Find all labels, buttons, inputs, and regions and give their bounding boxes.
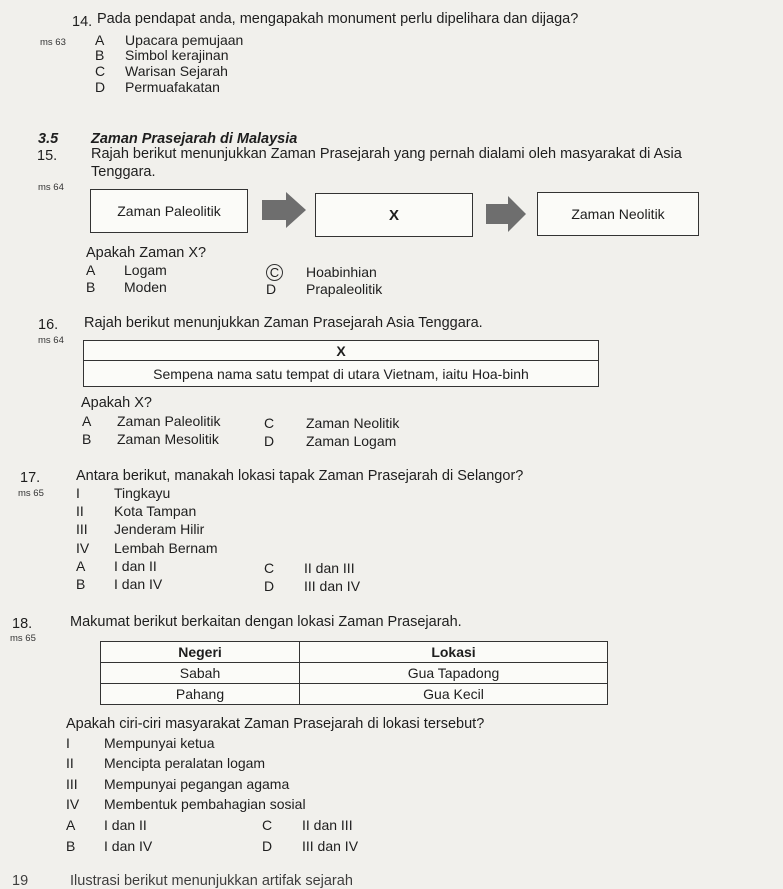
q15-option-c[interactable]: C Hoabinhian — [266, 264, 377, 281]
table-row — [101, 684, 608, 705]
q17-item-ii: II Kota Tampan — [76, 503, 197, 519]
q15-number: 15. — [37, 148, 58, 164]
q17-text: Antara berikut, manakah lokasi tapak Zaman Prasejarah di Selangor? — [76, 468, 524, 484]
q15-option-a[interactable]: A Logam — [86, 262, 167, 278]
q15-option-b[interactable]: B Moden — [86, 279, 167, 295]
table-header-negeri: Negeri — [101, 642, 300, 663]
q18-item-ii: II Mencipta peralatan logam — [66, 755, 266, 771]
table-cell: Gua Kecil — [300, 684, 608, 705]
table-cell: Pahang — [101, 684, 300, 705]
section-title: Zaman Prasejarah di Malaysia — [91, 131, 298, 147]
q19-number: 19 — [12, 873, 29, 889]
q15-text-line1: Rajah berikut menunjukkan Zaman Prasejarah yang pernah dialami oleh masyarakat di Asia — [91, 146, 682, 162]
q16-number: 16. — [38, 317, 59, 333]
q18-prompt: Apakah ciri-ciri masyarakat Zaman Prasejarah di lokasi tersebut? — [66, 716, 485, 732]
flow-arrow-2-icon — [486, 196, 526, 232]
q14-option-b[interactable]: B Simbol kerajinan — [95, 47, 229, 63]
section-number: 3.5 — [38, 131, 59, 147]
q18-table — [100, 641, 608, 705]
flow-arrow-1-icon — [262, 192, 306, 228]
q18-item-i: I Mempunyai ketua — [66, 735, 215, 751]
q16-text: Rajah berikut menunjukkan Zaman Prasejarah Asia Tenggara. — [84, 315, 483, 331]
q16-prompt: Apakah X? — [81, 395, 152, 411]
q15-option-d[interactable]: D Prapaleolitik — [266, 281, 383, 297]
q18-item-iii: III Mempunyai pegangan agama — [66, 776, 290, 792]
q14-option-a[interactable]: A Upacara pemujaan — [95, 32, 244, 48]
q18-option-a[interactable]: A I dan II — [66, 817, 147, 833]
q14-option-c[interactable]: C Warisan Sejarah — [95, 63, 228, 79]
q14-number: 14. — [72, 14, 93, 30]
table-header-lokasi: Lokasi — [300, 642, 608, 663]
q17-option-a[interactable]: A I dan II — [76, 558, 157, 574]
q18-option-d[interactable]: D III dan IV — [262, 838, 359, 854]
q16-option-d[interactable]: D Zaman Logam — [264, 433, 397, 449]
table-row — [101, 663, 608, 684]
q17-item-iv: IV Lembah Bernam — [76, 540, 218, 556]
q19-text: Ilustrasi berikut menunjukkan artifak sejarah — [70, 873, 353, 889]
q16-table — [83, 340, 599, 387]
table-cell: Gua Tapadong — [300, 663, 608, 684]
q14-option-d[interactable]: D Permuafakatan — [95, 79, 220, 95]
q17-option-b[interactable]: B I dan IV — [76, 576, 163, 592]
q15-ms: ms 64 — [38, 182, 64, 193]
q17-item-iii: III Jenderam Hilir — [76, 521, 205, 537]
q18-option-c[interactable]: C II dan III — [262, 817, 353, 833]
q18-item-iv: IV Membentuk pembahagian sosial — [66, 796, 306, 812]
q15-text-line2: Tenggara. — [91, 164, 156, 180]
q16-table-body: Sempena nama satu tempat di utara Vietnam, iaitu Hoa-binh — [84, 361, 599, 387]
q16-option-b[interactable]: B Zaman Mesolitik — [82, 431, 219, 447]
q17-item-i: I Tingkayu — [76, 485, 171, 501]
q18-text: Makumat berikut berkaitan dengan lokasi Zaman Prasejarah. — [70, 614, 462, 630]
table-cell: Sabah — [101, 663, 300, 684]
q18-ms: ms 65 — [10, 633, 36, 644]
flow-box-x: X — [315, 193, 473, 237]
q14-text: Pada pendapat anda, mengapakah monument perlu dipelihara dan dijaga? — [97, 11, 579, 27]
q14-ms: ms 63 — [40, 37, 66, 48]
flow-box-neolitik: Zaman Neolitik — [537, 192, 699, 236]
q18-number: 18. — [12, 616, 33, 632]
q16-option-a[interactable]: A Zaman Paleolitik — [82, 413, 221, 429]
q17-option-c[interactable]: C II dan III — [264, 560, 355, 576]
q15-prompt: Apakah Zaman X? — [86, 245, 207, 261]
q18-option-b[interactable]: B I dan IV — [66, 838, 153, 854]
table-header-row — [101, 642, 608, 663]
q16-table-header: X — [84, 341, 599, 361]
q16-option-c[interactable]: C Zaman Neolitik — [264, 415, 400, 431]
q17-option-d[interactable]: D III dan IV — [264, 578, 361, 594]
q16-ms: ms 64 — [38, 335, 64, 346]
flow-box-paleolitik: Zaman Paleolitik — [90, 189, 248, 233]
q17-ms: ms 65 — [18, 488, 44, 499]
q17-number: 17. — [20, 470, 41, 486]
